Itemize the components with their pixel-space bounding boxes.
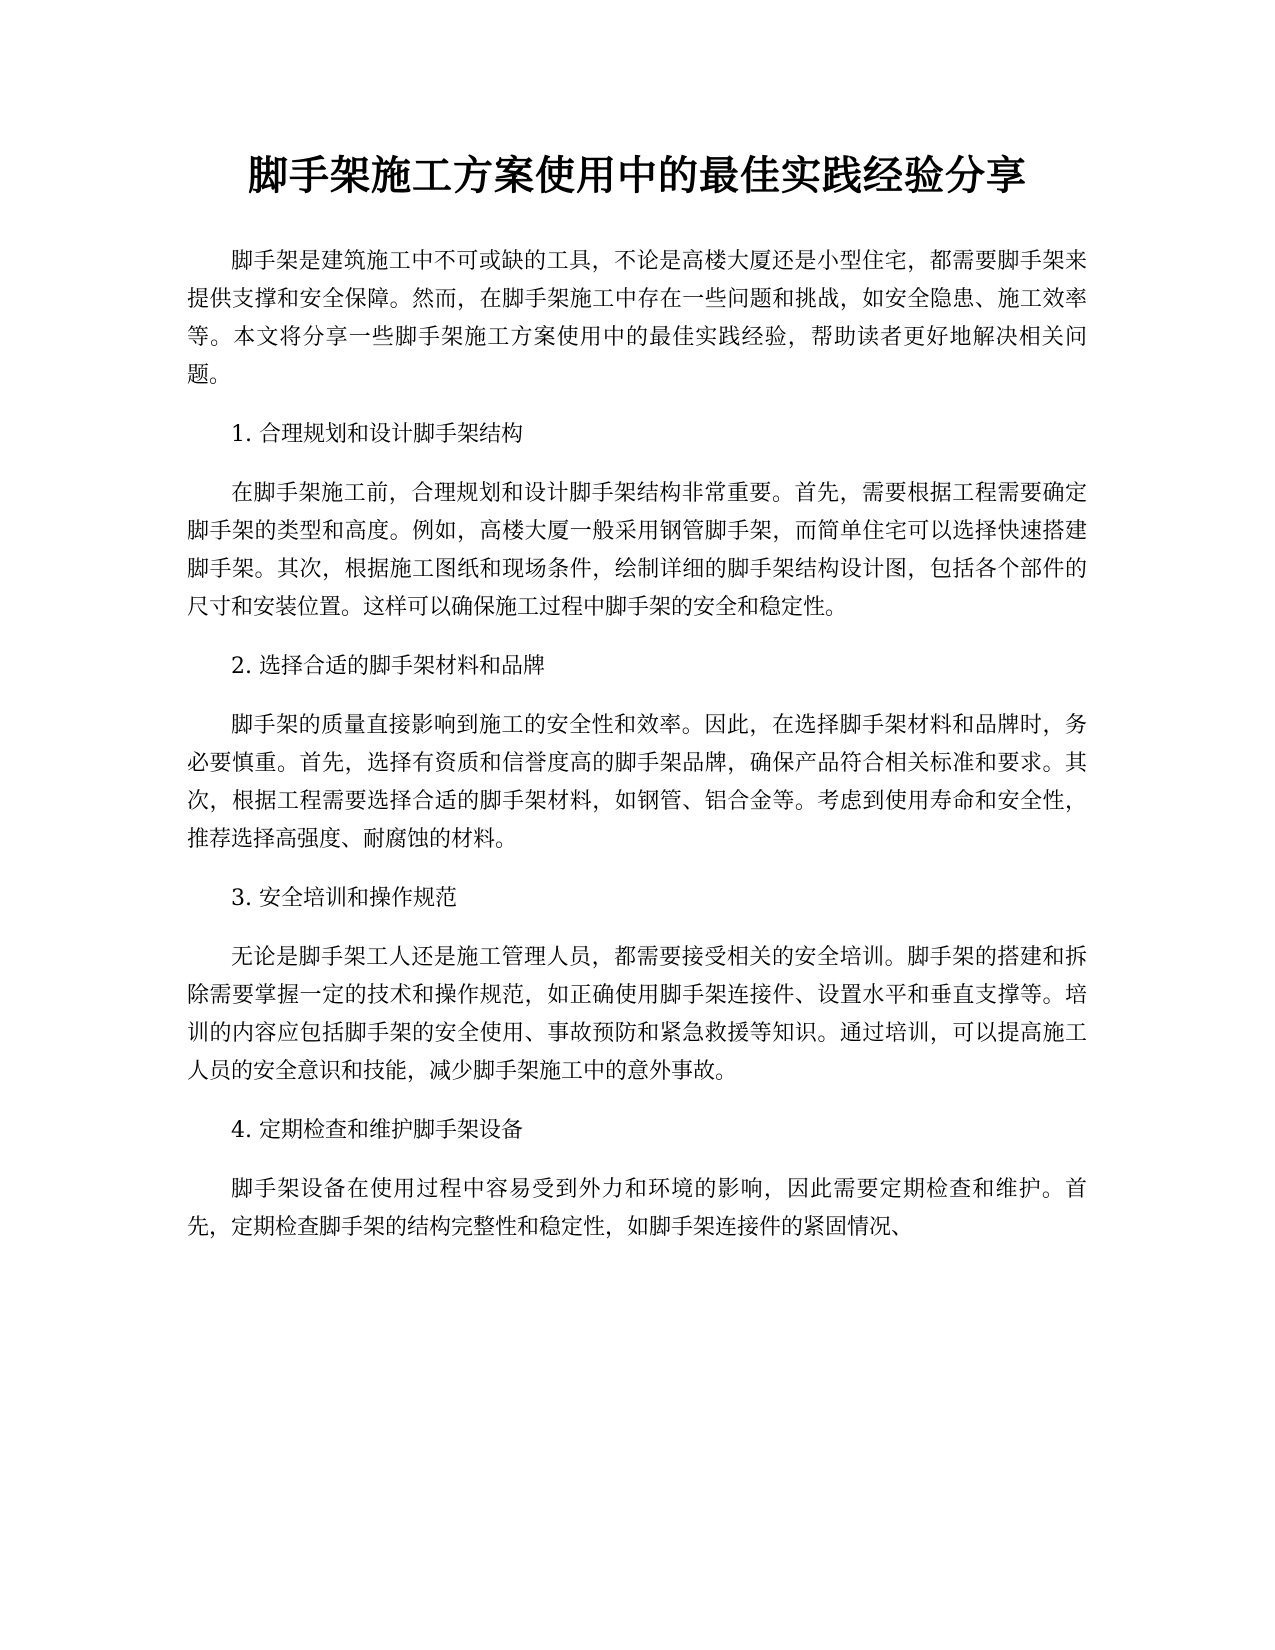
- section-heading-1: 1. 合理规划和设计脚手架结构: [231, 422, 523, 447]
- intro-paragraph: 脚手架是建筑施工中不可或缺的工具，不论是高楼大厦还是小型住宅，都需要脚手架来提供支撑和安全保障。然而，在脚手架施工中存在一些问题和挑战，如安全隐患、施工效率等。本文将分享一些脚手架施工方案使用中的最佳实践经验，帮助读者更好地解决相关问题。: [187, 249, 1087, 388]
- section-heading-3: 3. 安全培训和操作规范: [231, 886, 457, 911]
- section-paragraph-4: 脚手架设备在使用过程中容易受到外力和环境的影响，因此需要定期检查和维护。首先，定期检查脚手架的结构完整性和稳定性，如脚手架连接件的紧固情况、: [187, 1177, 1087, 1240]
- section-paragraph-3: 无论是脚手架工人还是施工管理人员，都需要接受相关的安全培训。脚手架的搭建和拆除需要掌握一定的技术和操作规范，如正确使用脚手架连接件、设置水平和垂直支撑等。培训的内容应包括脚手架的安全使用、事故预防和紧急救援等知识。通过培训，可以提高施工人员的安全意识和技能，减少脚手架施工中的意外事故。: [187, 945, 1087, 1084]
- section-heading-2: 2. 选择合适的脚手架材料和品牌: [231, 654, 545, 679]
- section-paragraph-2: 脚手架的质量直接影响到施工的安全性和效率。因此，在选择脚手架材料和品牌时，务必要慎重。首先，选择有资质和信誉度高的脚手架品牌，确保产品符合相关标准和要求。其次，根据工程需要选择合适的脚手架材料，如钢管、铝合金等。考虑到使用寿命和安全性，推荐选择高强度、耐腐蚀的材料。: [187, 713, 1087, 852]
- document-body: [187, 243, 1087, 1268]
- page-title: 脚手架施工方案使用中的最佳实践经验分享: [248, 153, 1027, 199]
- section-heading-4: 4. 定期检查和维护脚手架设备: [231, 1118, 523, 1143]
- section-paragraph-1: 在脚手架施工前，合理规划和设计脚手架结构非常重要。首先，需要根据工程需要确定脚手架的类型和高度。例如，高楼大厦一般采用钢管脚手架，而简单住宅可以选择快速搭建脚手架。其次，根据施工图纸和现场条件，绘制详细的脚手架结构设计图，包括各个部件的尺寸和安装位置。这样可以确保施工过程中脚手架的安全和稳定性。: [187, 481, 1087, 620]
